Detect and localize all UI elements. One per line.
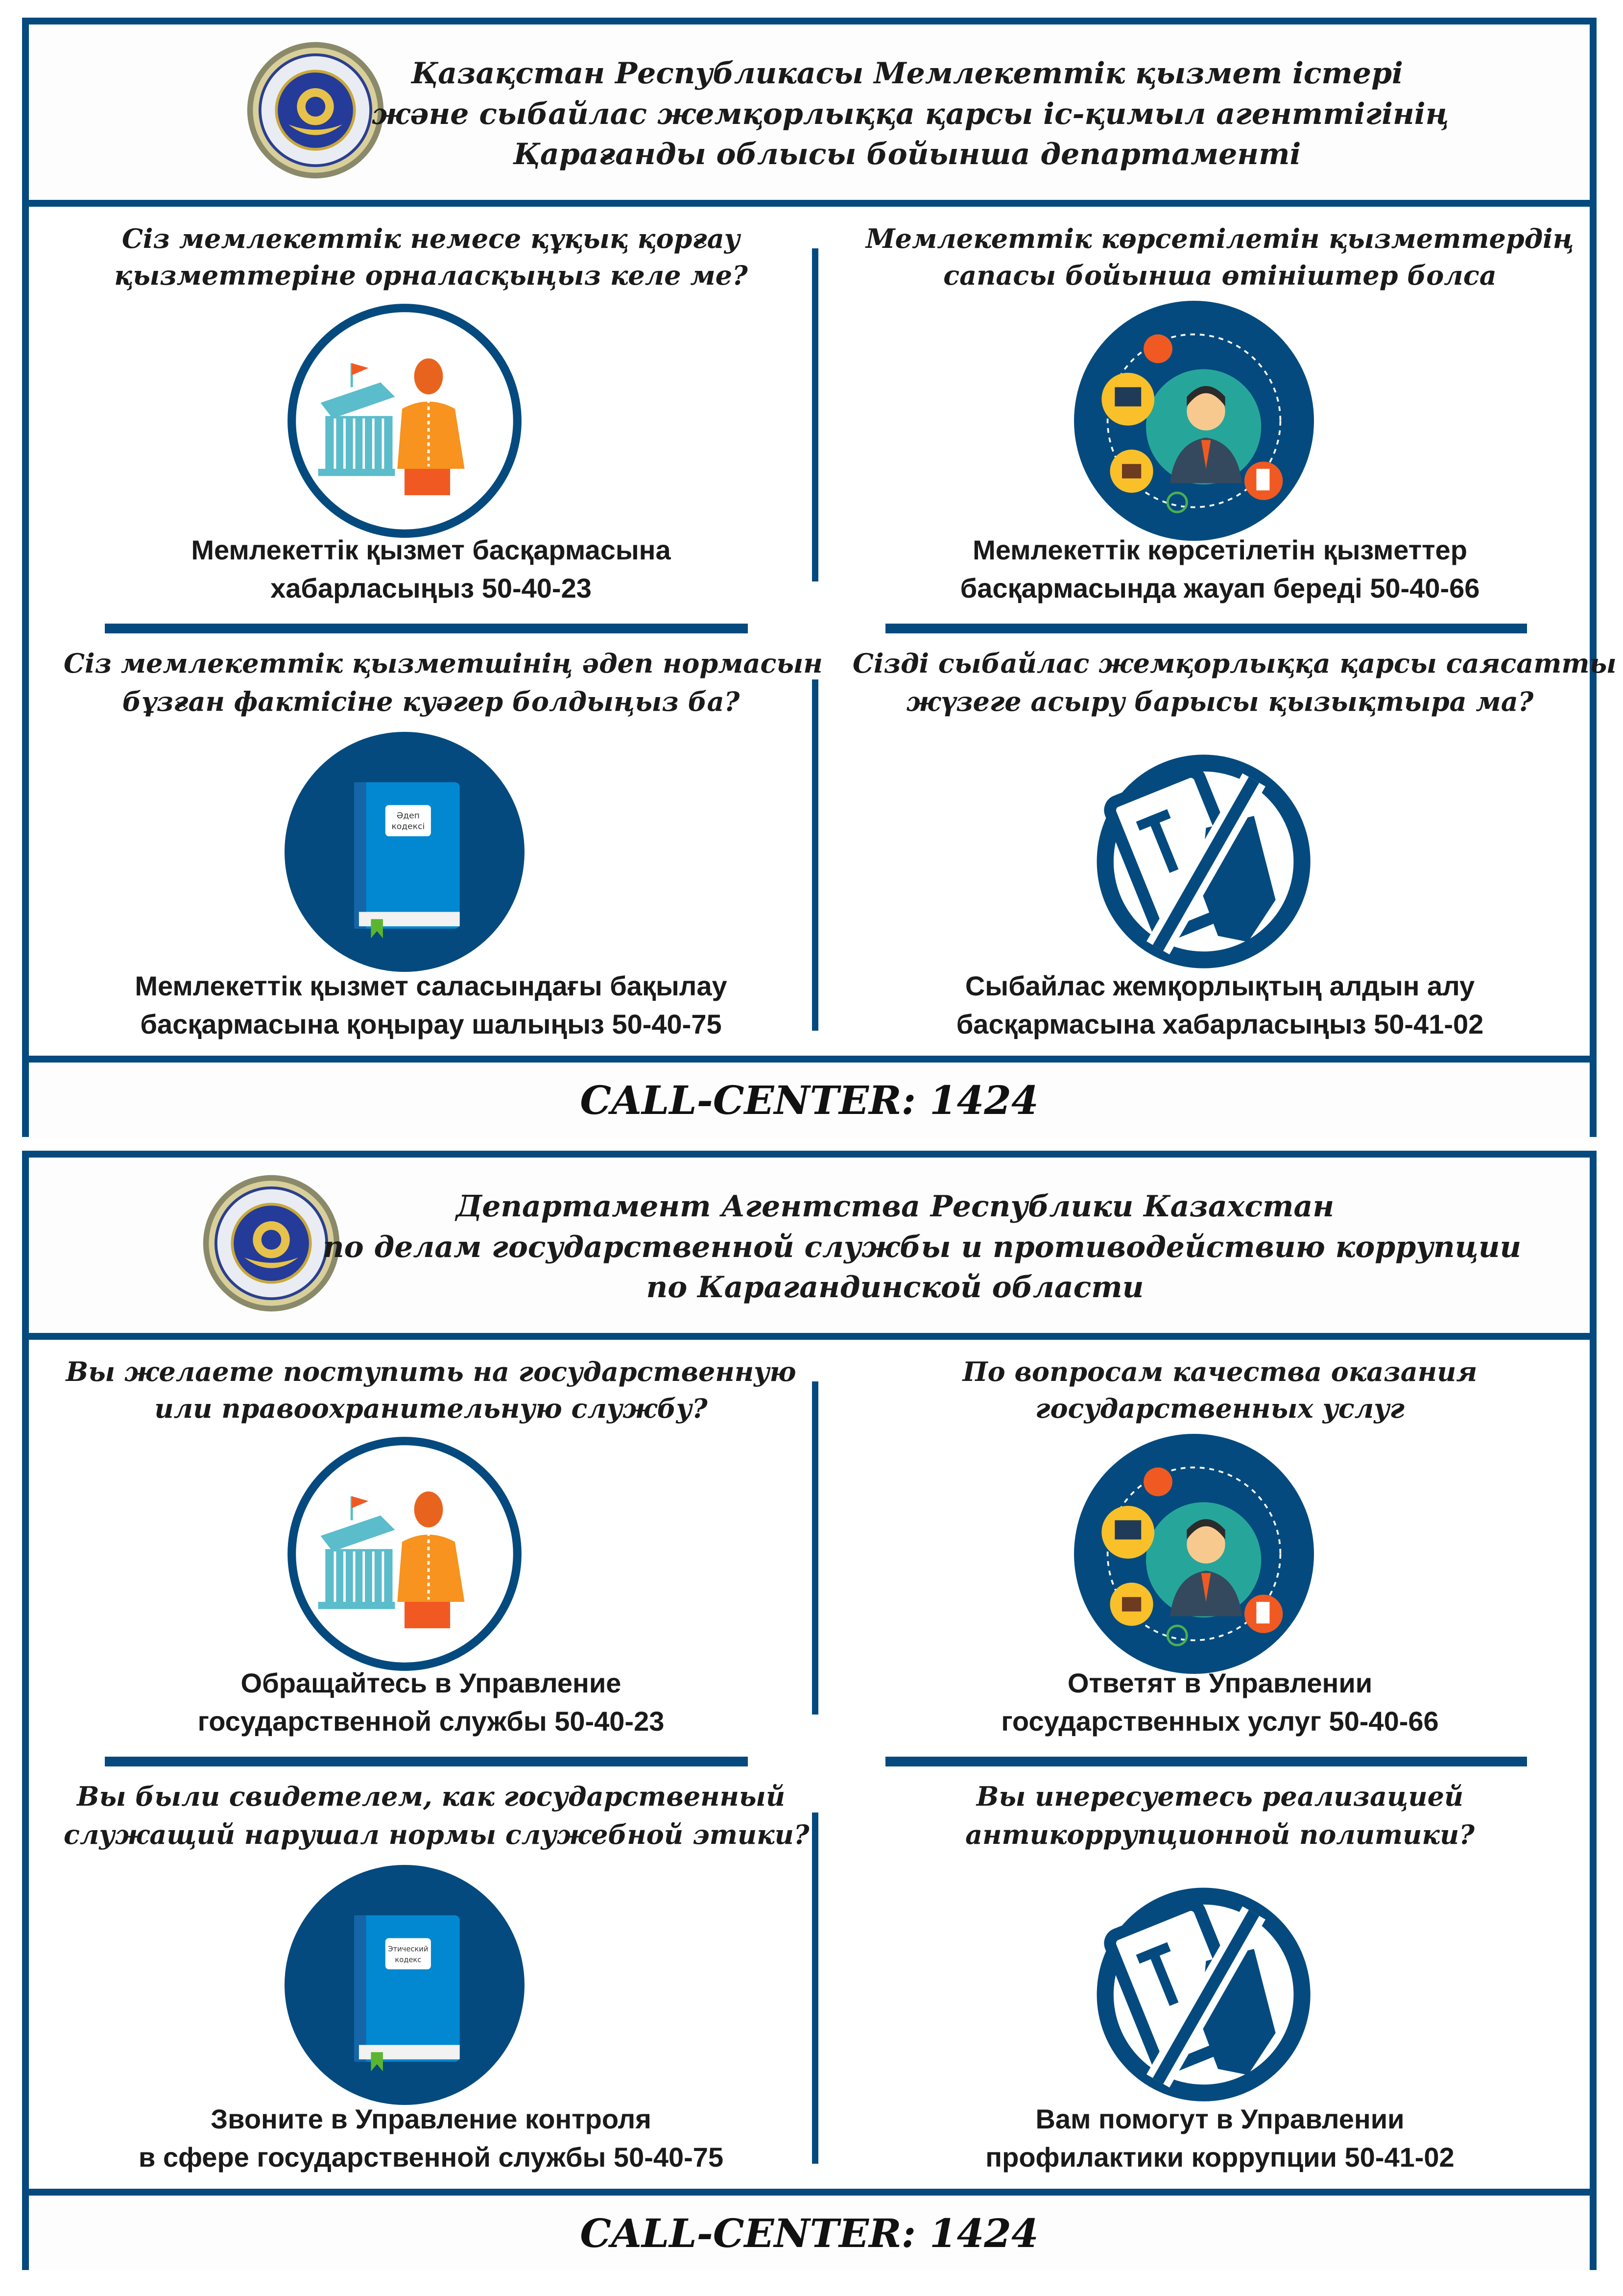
header-title-line: по делам государственной службы и противодействию коррупции [323,1230,1522,1264]
card-question: антикоррупционной политики? [965,1819,1475,1850]
vertical-divider [812,1381,818,1715]
card-question: или правоохранительную службу? [154,1393,708,1424]
header-title-line: және сыбайлас жемқорлыққа қарсы іс-қимыл агенттігінің [372,97,1449,131]
card-question: По вопросам качества оказания [962,1356,1478,1387]
card-question: Сіз мемлекеттік қызметшінің әдеп нормасын [64,648,823,679]
book-label: Әдеп [396,811,420,821]
no-bribe-icon [1074,732,1314,972]
vertical-divider [812,1813,818,2164]
call-center-footer [29,2189,1590,2270]
horizontal-divider [885,624,1527,633]
no-bribe-icon [1074,1865,1314,2105]
public-services-icon [1074,1434,1314,1674]
call-center-footer [29,1056,1590,1137]
kazakh-info-panel [22,18,1617,1137]
header-title-line: по Карагандинской области [646,1270,1144,1305]
card-answer: государственных услуг 50-40-66 [1001,1706,1439,1737]
horizontal-divider [885,1757,1527,1766]
civil-service-icon [285,301,525,541]
agency-seal-logo [200,1172,342,1314]
vertical-divider [812,679,818,1031]
horizontal-divider [105,624,748,633]
card-question: служащий нарушал нормы служебной этики? [64,1819,810,1850]
card-answer: Мемлекеттік қызмет басқармасына [191,534,671,565]
panel-header [29,1158,1590,1340]
agency-seal-logo [244,39,386,181]
card-question: қызметтеріне орналасқыңыз келе ме? [114,260,748,291]
card-question: бұзған фактісіне куәгер болдыңыз ба? [122,686,740,717]
public-services-icon [1074,301,1314,541]
card-answer: Ответят в Управлении [1067,1668,1373,1698]
civil-service-icon [285,1434,525,1674]
ethics-code-book-icon [285,1865,525,2105]
card-answer: басқармасына хабарласыңыз 50-41-02 [956,1009,1484,1039]
panel-header [29,24,1590,207]
card-answer: Звоните в Управление контроля [211,2103,651,2134]
card-answer: Мемлекеттік көрсетілетін қызметтер [973,534,1467,565]
card-answer: государственной службы 50-40-23 [197,1706,665,1737]
card-question: Вы были свидетелем, как государственный [76,1781,786,1812]
card-answer: в сфере государственной службы 50-40-75 [138,2142,724,2173]
card-question: Вы инересуетесь реализацией [976,1781,1464,1812]
call-center-number: CALL-CENTER: 1424 [580,1077,1039,1123]
card-answer: Сыбайлас жемқорлықтың алдын алу [965,970,1475,1001]
header-title-line: Қарағанды облысы бойынша департаменті [513,137,1301,171]
card-answer: басқармасына қоңырау шалыңыз 50-40-75 [140,1009,722,1039]
book-label: кодексі [391,822,425,832]
card-question: Мемлекеттік көрсетілетін қызметтердің [865,223,1575,254]
card-answer: хабарласыңыз 50-40-23 [270,573,592,604]
card-answer: Вам помогут в Управлении [1035,2103,1405,2134]
card-question: жүзеге асыру барысы қызықтыра ма? [906,686,1534,717]
header-title-line: Қазақстан Республикасы Мемлекеттік қызмет істері [411,56,1403,91]
card-answer: профилактики коррупции 50-41-02 [985,2142,1455,2173]
card-question: Сіз мемлекеттік немесе құқық қорғау [121,223,740,254]
horizontal-divider [105,1757,748,1766]
card-answer: Мемлекеттік қызмет саласындағы бақылау [135,970,727,1001]
card-question: сапасы бойынша өтініштер болса [943,260,1497,291]
book-label: кодекс [395,1956,422,1964]
vertical-divider [812,248,818,581]
card-answer: Обращайтесь в Управление [240,1668,621,1698]
call-center-number: CALL-CENTER: 1424 [580,2210,1039,2256]
card-question: Вы желаете поступить на государственную [66,1356,796,1387]
ethics-code-book-icon [285,732,525,972]
book-label: Этический [388,1945,429,1954]
russian-info-panel [22,1151,1597,2270]
card-answer: басқармасында жауап береді 50-40-66 [960,573,1480,604]
card-question: Сізді сыбайлас жемқорлыққа қарсы саясатты [853,648,1617,679]
header-title-line: Департамент Агентства Республики Казахстан [455,1189,1335,1224]
card-question: государственных услуг [1035,1393,1405,1424]
